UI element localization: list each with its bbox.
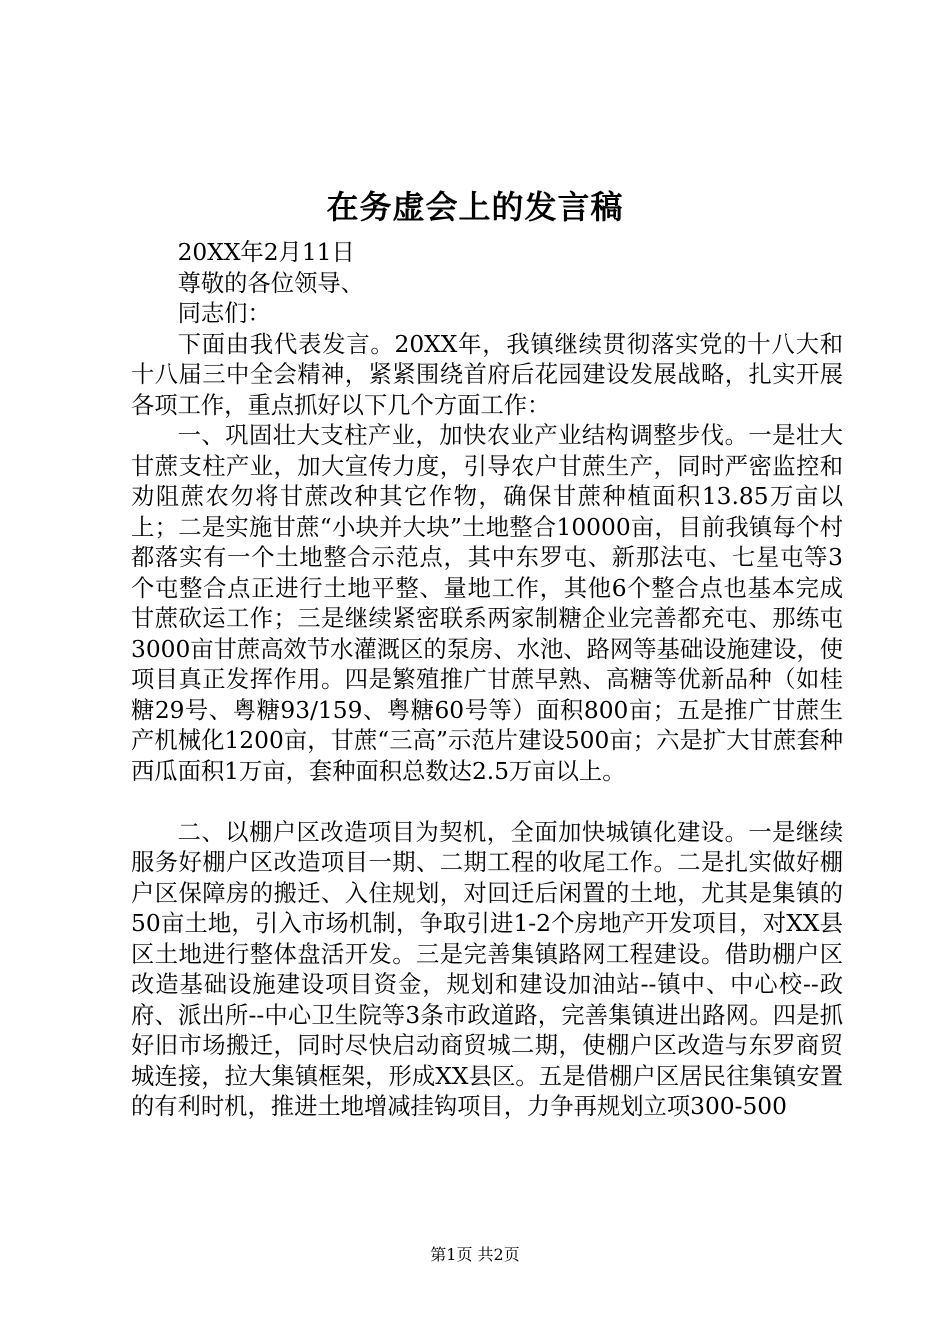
paragraph-section-1: 一、巩固壮大支柱产业，加快农业产业结构调整步伐。一是壮大甘蔗支柱产业，加大宣传力度，引导农户甘蔗生产，同时严密监控和劝阻蔗农勿将甘蔗改种其它作物，确保甘蔗种植面积13.85万亩以上；二是实施甘蔗“小块并大块”土地整合10000亩，目前我镇每个村都落实有一个土地整合示范点，其中东罗屯、新那法屯、七星屯等3个屯整合点正进行土地平整、量地工作，其他6个整合点也基本完成甘蔗砍运工作；三是继续紧密联系两家制糖企业完善都充屯、那练屯3000亩甘蔗高效节水灌溉区的泵房、水池、路网等基础设施建设，使项目真正发挥作用。四是繁殖推广甘蔗早熟、高糖等优新品种（如桂糖29号、粤糖93/159、粤糖60号等）面积800亩；五是推广甘蔗生产机械化1200亩，甘蔗“三高”示范片建设500亩；六是扩大甘蔗套种西瓜面积1万亩，套种面积总数达2.5万亩以上。 [131, 422, 843, 785]
salutation-line-2: 同志们： [177, 300, 271, 327]
paragraph-section-2: 二、以棚户区改造项目为契机，全面加快城镇化建设。一是继续服务好棚户区改造项目一期、二期工程的收尾工作。二是扎实做好棚户区保障房的搬迁、入住规划，对回迁后闲置的土地，尤其是集镇的50亩土地，引入市场机制，争取引进1-2个房地产开发项目，对XX县区土地进行整体盘活开发。三是完善集镇路网工程建设。借助棚户区改造基础设施建设项目资金，规划和建设加油站--镇中、中心校--政府、派出所--中心卫生院等3条市政道路，完善集镇进出路网。四是抓好旧市场搬迁，同时尽快启动商贸城二期，使棚户区改造与东罗商贸城连接，拉大集镇框架，形成XX县区。五是借棚户区居民往集镇安置的有利时机，推进土地增减挂钩项目，力争再规划立项300-500 [131, 818, 843, 1120]
document-body [131, 238, 843, 1123]
document-title: 在务虚会上的发言稿 [326, 188, 624, 226]
date-line: 20XX年2月11日 [177, 239, 355, 266]
salutation-line-1: 尊敬的各位领导、 [177, 269, 364, 297]
page-number: 第1页 共2页 [430, 1245, 520, 1264]
paragraph-intro: 下面由我代表发言。20XX年，我镇继续贯彻落实党的十八大和十八届三中全会精神，紧紧围绕首府后花园建设发展战略，扎实开展各项工作，重点抓好以下几个方面工作： [131, 330, 843, 419]
